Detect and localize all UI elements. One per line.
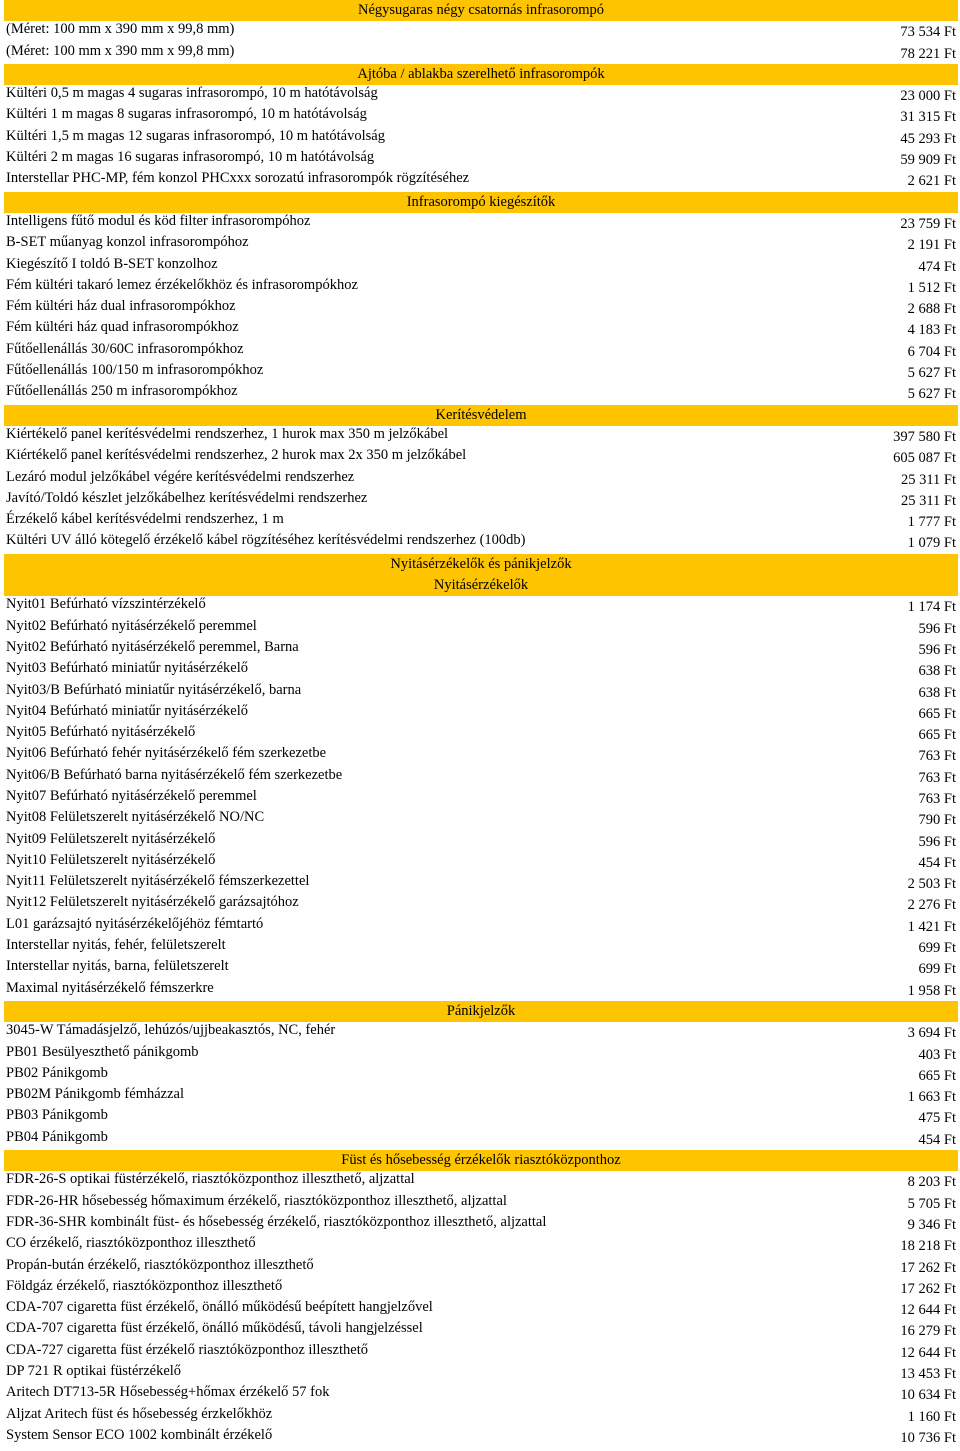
product-price: 2 503 Ft	[907, 876, 956, 893]
section-header	[4, 0, 958, 21]
product-row	[4, 532, 958, 553]
product-price: 403 Ft	[918, 1046, 956, 1063]
product-name: B-SET műanyag konzol infrasorompóhoz	[6, 234, 249, 251]
product-price: 5 627 Ft	[907, 386, 956, 403]
product-row	[4, 1299, 958, 1320]
product-name: Nyit02 Befúrható nyitásérzékelő peremmel	[6, 617, 257, 634]
product-row	[4, 1384, 958, 1405]
product-row	[4, 256, 958, 277]
product-price: 1 663 Ft	[907, 1089, 956, 1106]
product-price: 2 191 Ft	[907, 237, 956, 254]
product-row	[4, 128, 958, 149]
product-name: CO érzékelő, riasztóközponthoz illeszthető	[6, 1235, 256, 1252]
product-row	[4, 831, 958, 852]
product-row	[4, 1129, 958, 1150]
product-row	[4, 447, 958, 468]
product-price: 1 958 Ft	[907, 982, 956, 999]
product-name: PB03 Pánikgomb	[6, 1107, 108, 1124]
section-header	[4, 1150, 958, 1171]
product-price: 9 346 Ft	[907, 1216, 956, 1233]
product-price: 45 293 Ft	[900, 130, 956, 147]
section-title: Pánikjelzők	[446, 1002, 516, 1019]
product-name: Intelligens fűtő modul és köd filter infrasorompóhoz	[6, 212, 311, 229]
product-row	[4, 362, 958, 383]
price-list-sheet	[4, 0, 958, 1448]
product-name: Kiértékelő panel kerítésvédelmi rendszerhez, 2 hurok max 2x 350 m jelzőkábel	[6, 447, 467, 464]
product-name: FDR-26-HR hősebesség hőmaximum érzékelő, riasztóközponthoz illeszthető, aljzattal	[6, 1192, 507, 1209]
product-row	[4, 1406, 958, 1427]
product-row	[4, 43, 958, 64]
product-name: CDA-727 cigaretta füst érzékelő riasztóközponthoz illeszthető	[6, 1341, 368, 1358]
product-price: 638 Ft	[918, 663, 956, 680]
product-name: Fém kültéri takaró lemez érzékelőkhöz és infrasorompókhoz	[6, 276, 358, 293]
product-price: 638 Ft	[918, 684, 956, 701]
product-name: Lezáró modul jelzőkábel végére kerítésvédelmi rendszerhez	[6, 468, 355, 485]
product-price: 763 Ft	[918, 790, 956, 807]
product-price: 790 Ft	[918, 812, 956, 829]
product-row	[4, 1086, 958, 1107]
product-name: Nyit12 Felületszerelt nyitásérzékelő garázsajtóhoz	[6, 894, 299, 911]
product-row	[4, 1022, 958, 1043]
product-price: 475 Ft	[918, 1110, 956, 1127]
product-name: PB02M Pánikgomb fémházzal	[6, 1086, 185, 1103]
product-price: 763 Ft	[918, 769, 956, 786]
product-name: Nyit11 Felületszerelt nyitásérzékelő fémszerkezettel	[6, 873, 310, 890]
product-row	[4, 916, 958, 937]
product-price: 17 262 Ft	[900, 1280, 956, 1297]
product-name: Kültéri 1 m magas 8 sugaras infrasorompó, 10 m hatótávolság	[6, 106, 367, 123]
product-row	[4, 1427, 958, 1448]
product-price: 1 777 Ft	[907, 514, 956, 531]
product-row	[4, 213, 958, 234]
product-row	[4, 873, 958, 894]
section-header	[4, 64, 958, 85]
product-name: FDR-26-S optikai füstérzékelő, riasztóközponthoz illeszthető, aljzattal	[6, 1171, 415, 1188]
section-title: Nyitásérzékelők	[433, 577, 529, 594]
product-row	[4, 469, 958, 490]
product-row	[4, 618, 958, 639]
product-price: 3 694 Ft	[907, 1025, 956, 1042]
product-row	[4, 1065, 958, 1086]
product-row	[4, 724, 958, 745]
product-price: 454 Ft	[918, 1131, 956, 1148]
product-price: 59 909 Ft	[900, 152, 956, 169]
product-name: CDA-707 cigaretta füst érzékelő, önálló működésű, távoli hangjelzéssel	[6, 1320, 423, 1337]
product-row	[4, 298, 958, 319]
product-row	[4, 639, 958, 660]
product-price: 5 705 Ft	[907, 1195, 956, 1212]
product-row	[4, 1193, 958, 1214]
product-price: 596 Ft	[918, 641, 956, 658]
product-name: Nyit06/B Befúrható barna nyitásérzékelő fém szerkezetbe	[6, 766, 343, 783]
product-row	[4, 1214, 958, 1235]
product-price: 699 Ft	[918, 940, 956, 957]
product-row	[4, 511, 958, 532]
product-price: 1 512 Ft	[907, 279, 956, 296]
product-row	[4, 682, 958, 703]
product-row	[4, 234, 958, 255]
product-price: 665 Ft	[918, 705, 956, 722]
product-row	[4, 980, 958, 1001]
product-name: (Méret: 100 mm x 390 mm x 99,8 mm)	[6, 42, 235, 59]
product-row	[4, 852, 958, 873]
product-price: 665 Ft	[918, 727, 956, 744]
product-name: Nyit06 Befúrható fehér nyitásérzékelő fém szerkezetbe	[6, 745, 327, 762]
product-price: 1 421 Ft	[907, 918, 956, 935]
product-name: Interstellar nyitás, barna, felületszerelt	[6, 958, 229, 975]
product-row	[4, 1278, 958, 1299]
product-name: CDA-707 cigaretta füst érzékelő, önálló működésű beépített hangjelzővel	[6, 1299, 433, 1316]
product-row	[4, 1257, 958, 1278]
product-row	[4, 106, 958, 127]
product-row	[4, 596, 958, 617]
product-price: 596 Ft	[918, 833, 956, 850]
product-name: Interstellar nyitás, fehér, felületszerelt	[6, 937, 226, 954]
product-price: 605 087 Ft	[893, 450, 956, 467]
product-name: Fűtőellenállás 100/150 m infrasorompókhoz	[6, 362, 264, 379]
product-price: 397 580 Ft	[893, 428, 956, 445]
section-title: Füst és hősebesség érzékelők riasztóközponthoz	[341, 1152, 621, 1169]
product-price: 596 Ft	[918, 620, 956, 637]
product-price: 665 Ft	[918, 1067, 956, 1084]
section-header	[4, 192, 958, 213]
product-name: Nyit05 Befúrható nyitásérzékelő	[6, 724, 196, 741]
product-row	[4, 1044, 958, 1065]
product-price: 13 453 Ft	[900, 1366, 956, 1382]
product-name: 3045-W Támadásjelző, lehúzós/ujjbeakasztós, NC, fehér	[6, 1022, 336, 1039]
product-price: 10 736 Ft	[900, 1429, 956, 1446]
product-price: 4 183 Ft	[907, 322, 956, 339]
product-price: 78 221 Ft	[900, 45, 956, 62]
product-name: System Sensor ECO 1002 kombinált érzékelő	[6, 1426, 273, 1443]
product-name: Kültéri 0,5 m magas 4 sugaras infrasorompó, 10 m hatótávolság	[6, 85, 378, 102]
product-row	[4, 383, 958, 404]
product-row	[4, 341, 958, 362]
product-name: Maximal nyitásérzékelő fémszerkre	[6, 979, 214, 996]
product-name: Kültéri UV álló kötegelő érzékelő kábel rögzítéséhez kerítésvédelmi rendszerhez (100db)	[6, 532, 526, 549]
section-header	[4, 575, 958, 596]
product-row	[4, 660, 958, 681]
product-price: 23 759 Ft	[900, 215, 956, 232]
section-title: Infrasorompó kiegészítők	[406, 193, 556, 210]
product-row	[4, 937, 958, 958]
product-row	[4, 788, 958, 809]
product-name: Javító/Toldó készlet jelzőkábelhez kerítésvédelmi rendszerhez	[6, 489, 368, 506]
product-name: Nyit04 Befúrható miniatűr nyitásérzékelő	[6, 702, 248, 719]
product-name: Fém kültéri ház dual infrasorompókhoz	[6, 298, 236, 315]
product-price: 17 262 Ft	[900, 1259, 956, 1276]
section-title: Nyitásérzékelők és pánikjelzők	[390, 555, 572, 572]
product-name: PB02 Pánikgomb	[6, 1064, 108, 1081]
product-name: Aritech DT713-5R Hősebesség+hőmax érzékelő 57 fok	[6, 1384, 330, 1401]
product-row	[4, 1320, 958, 1341]
product-price: 5 627 Ft	[907, 365, 956, 382]
product-name: PB04 Pánikgomb	[6, 1128, 108, 1145]
product-row	[4, 1342, 958, 1363]
product-price: 2 688 Ft	[907, 301, 956, 318]
product-name: Nyit07 Befúrható nyitásérzékelő peremmel	[6, 787, 257, 804]
product-name: Interstellar PHC-MP, fém konzol PHCxxx sorozatú infrasorompók rögzítéséhez	[6, 170, 470, 187]
section-title: Ajtóba / ablakba szerelhető infrasorompók	[357, 65, 605, 82]
section-header	[4, 1001, 958, 1022]
product-row	[4, 1235, 958, 1256]
product-price: 25 311 Ft	[900, 471, 956, 488]
product-name: Nyit02 Befúrható nyitásérzékelő peremmel, Barna	[6, 638, 299, 655]
product-row	[4, 767, 958, 788]
product-row	[4, 1363, 958, 1384]
product-row	[4, 1107, 958, 1128]
product-name: Érzékelő kábel kerítésvédelmi rendszerhez, 1 m	[6, 511, 284, 528]
product-row	[4, 21, 958, 42]
product-price: 16 279 Ft	[900, 1323, 956, 1340]
product-row	[4, 809, 958, 830]
product-name: PB01 Besülyeszthető pánikgomb	[6, 1043, 199, 1060]
product-name: Nyit10 Felületszerelt nyitásérzékelő	[6, 851, 216, 868]
product-name: L01 garázsajtó nyitásérzékelőjéhöz fémtartó	[6, 915, 264, 932]
product-name: DP 721 R optikai füstérzékelő	[6, 1363, 182, 1379]
product-price: 10 634 Ft	[900, 1387, 956, 1404]
product-price: 474 Ft	[918, 258, 956, 275]
section-title: Négysugaras négy csatornás infrasorompó	[357, 2, 605, 18]
product-row	[4, 1171, 958, 1192]
section-header	[4, 554, 958, 575]
product-name: Fűtőellenállás 30/60C infrasorompókhoz	[6, 340, 244, 357]
product-name: (Méret: 100 mm x 390 mm x 99,8 mm)	[6, 21, 235, 38]
product-price: 1 079 Ft	[907, 535, 956, 552]
product-name: Kiegészítő I toldó B-SET konzolhoz	[6, 255, 218, 272]
product-name: Nyit09 Felületszerelt nyitásérzékelő	[6, 830, 216, 847]
product-name: Kültéri 2 m magas 16 sugaras infrasorompó, 10 m hatótávolság	[6, 149, 375, 166]
product-price: 2 621 Ft	[907, 173, 956, 190]
product-row	[4, 490, 958, 511]
product-name: Fűtőellenállás 250 m infrasorompókhoz	[6, 383, 238, 400]
product-price: 23 000 Ft	[900, 88, 956, 105]
product-price: 2 276 Ft	[907, 897, 956, 914]
product-name: Kültéri 1,5 m magas 12 sugaras infrasorompó, 10 m hatótávolság	[6, 127, 385, 144]
product-price: 18 218 Ft	[900, 1238, 956, 1255]
product-row	[4, 85, 958, 106]
product-price: 8 203 Ft	[907, 1174, 956, 1191]
product-price: 1 174 Ft	[907, 599, 956, 616]
product-row	[4, 745, 958, 766]
product-row	[4, 894, 958, 915]
product-price: 6 704 Ft	[907, 343, 956, 360]
product-price: 454 Ft	[918, 854, 956, 871]
product-row	[4, 277, 958, 298]
section-header	[4, 405, 958, 426]
product-price: 25 311 Ft	[900, 492, 956, 509]
product-row	[4, 958, 958, 979]
product-price: 12 644 Ft	[900, 1344, 956, 1361]
product-name: FDR-36-SHR kombinált füst- és hősebesség érzékelő, riasztóközponthoz illeszthető, aljzattal	[6, 1213, 547, 1230]
product-row	[4, 703, 958, 724]
product-name: Nyit01 Befúrható vízszintérzékelő	[6, 596, 206, 613]
product-row	[4, 319, 958, 340]
product-price: 699 Ft	[918, 961, 956, 978]
product-name: Kiértékelő panel kerítésvédelmi rendszerhez, 1 hurok max 350 m jelzőkábel	[6, 425, 449, 442]
product-name: Propán-bután érzékelő, riasztóközponthoz illeszthető	[6, 1256, 314, 1273]
product-price: 73 534 Ft	[900, 24, 956, 41]
product-price: 31 315 Ft	[900, 109, 956, 126]
product-name: Aljzat Aritech füst és hősebesség érzkelőkhöz	[6, 1405, 273, 1422]
product-row	[4, 170, 958, 191]
product-price: 763 Ft	[918, 748, 956, 765]
product-name: Nyit08 Felületszerelt nyitásérzékelő NO/NC	[6, 809, 265, 826]
product-price: 12 644 Ft	[900, 1302, 956, 1319]
product-row	[4, 149, 958, 170]
product-row	[4, 426, 958, 447]
product-name: Fém kültéri ház quad infrasorompókhoz	[6, 319, 239, 336]
product-name: Földgáz érzékelő, riasztóközponthoz illeszthető	[6, 1277, 283, 1294]
product-name: Nyit03 Befúrható miniatűr nyitásérzékelő	[6, 660, 248, 677]
product-price: 1 160 Ft	[907, 1408, 956, 1425]
section-title: Kerítésvédelem	[435, 406, 527, 423]
product-name: Nyit03/B Befúrható miniatűr nyitásérzékelő, barna	[6, 681, 302, 698]
